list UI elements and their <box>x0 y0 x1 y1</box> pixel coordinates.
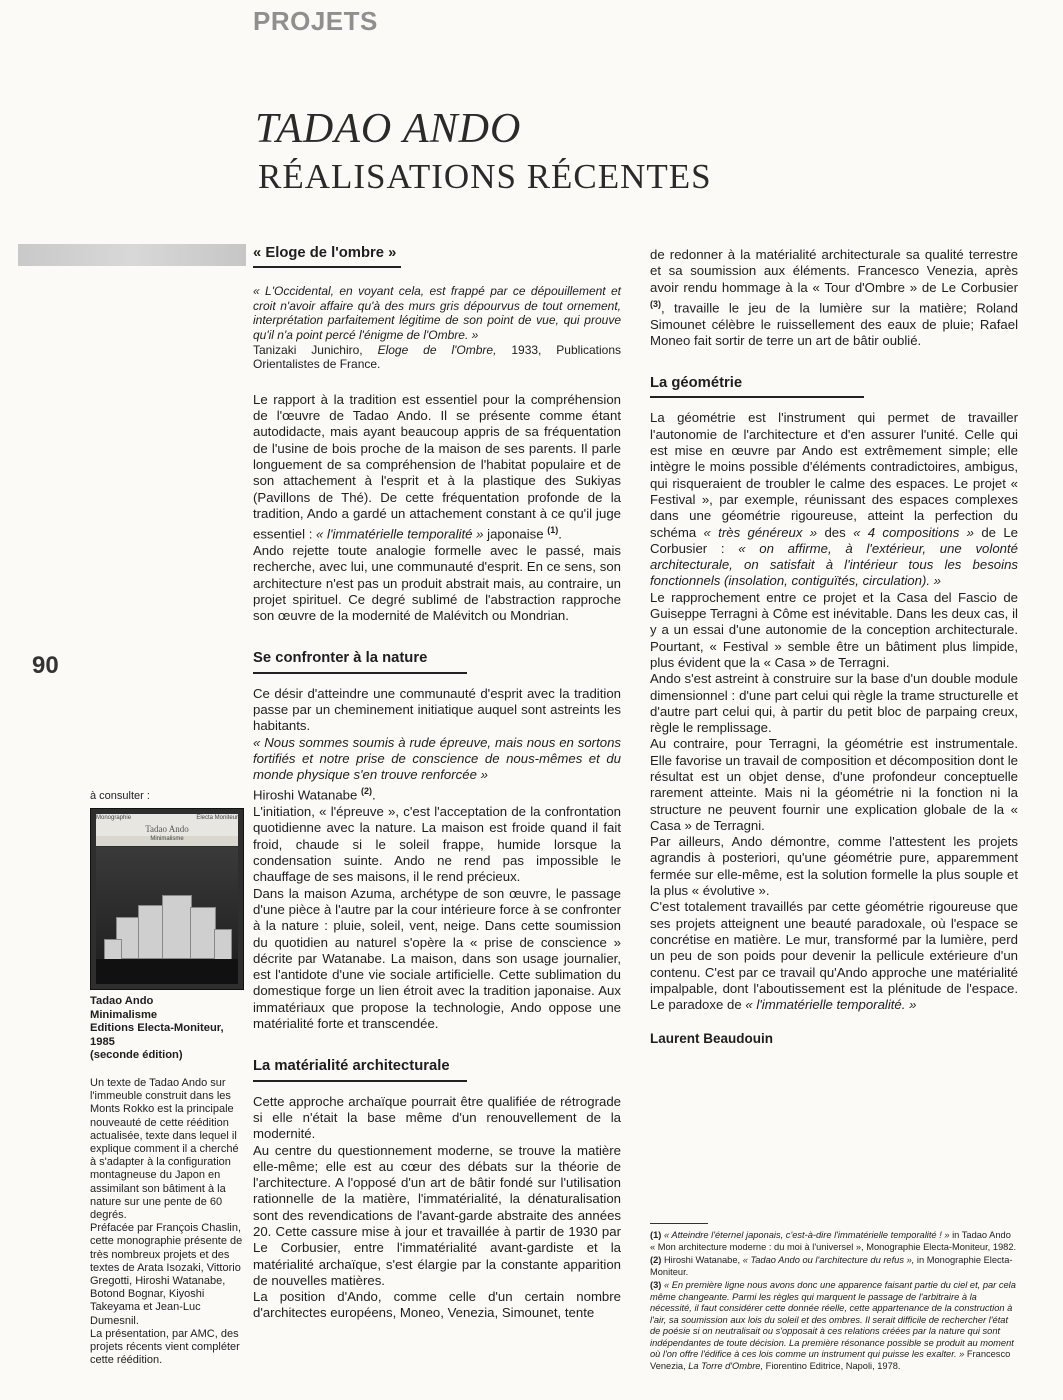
paragraph: Ando rejette toute analogie formelle avec le passé, mais recherche, avec lui, une communauté d'esprit. En ce sens, son architecture n'est pas un produit abstrait mais, au contraire, un projet spirituel. Ce degré sublimé de l'abstraction rapproche son œuvre de la modernité de Malévitch ou Mondrian. <box>253 542 621 624</box>
footnote-number: (2) <box>650 1255 662 1265</box>
book-cover-image <box>90 808 244 990</box>
heading-nature: Se confronter à la nature <box>253 650 467 673</box>
building-photo <box>96 847 238 984</box>
text: « l'immatérielle temporalité. » <box>745 997 917 1013</box>
text: in Tadao Ando « Mon architecture moderne : du moi à l'universel », Monographie Electa-Moniteur, 1982. <box>650 1230 1017 1252</box>
book-year: 1985 <box>90 1035 115 1048</box>
citation-author: Tanizaki Junichiro, <box>253 342 378 357</box>
book-description <box>90 1077 246 1367</box>
paragraph: Au centre du questionnement moderne, se trouve la matière elle-même; elle est au cœur des débats sur la théorie de l'architecture. A l'opposé d'un art de bâtir fondé sur l'utilisation rationnelle de la matière, l'immatérialité, la dénaturalisation sont des revendications de l'avant-garde abstraite des années 20. Cette cassure mise à jour et travaillée à partir de 1930 par Le Corbusier, entre l'immatérialité avant-gardiste et la matérialité archaïque, s'est élargie par la constante apparition de nouvelles matières. <box>253 1142 621 1288</box>
book-author: Tadao Ando <box>90 995 154 1007</box>
text: La Torre d'Ombre, <box>688 1360 766 1371</box>
text: C'est totalement travaillés par cette géométrie rigoureuse que ses projets atteignent une beauté paradoxale, où l'espace se concrétise en matière. Le mur, transformé par la lumière, perd un peu de son poids pour devenir la pellicule extérieure d'un contenu. C'est par ce travail qu'Ando approche une matérialité impalpable, dont l'aboutissement est la plénitude de l'espace. Le paradoxe de <box>650 899 1018 1013</box>
paragraph: La position d'Ando, comme celle d'un certain nombre d'architectes européens, Moneo, Venezia, Simounet, tente <box>253 1289 621 1321</box>
text: . <box>558 526 562 542</box>
footnote-number: (3) <box>650 1280 662 1290</box>
paragraph: Dans la maison Azuma, archétype de son œuvre, le passage d'une pièce à l'autre par la cour intérieure force à se confronter à la nature : pluie, soleil, vent, neige. Dans cette soumission du quotidien au naturel s'opère la « prise de conscience » décrite par Watanabe. La maison, dans son usage journalier, est l'antidote d'une vie sociale artificielle. Cette sublimation du domestique forge un lien étroit avec la tradition japonaise. Aux immatériaux que propose la technologie, Ando oppose une matérialité forte et transcendée. <box>253 885 621 1032</box>
footnote-ref: (1) <box>547 525 559 536</box>
book-publisher: Editions Electa-Moniteur, <box>90 1022 224 1035</box>
citation-work: Eloge de l'Ombre, <box>377 342 497 357</box>
section-label: PROJETS <box>253 6 378 36</box>
text: « l'immatérielle temporalité » <box>316 526 484 542</box>
book-desc-para: Un texte de Tadao Ando sur l'immeuble construit dans les Monts Rokko est la principale nouveauté de cette réédition actualisée, texte dans lequel il explique comment il a cherché à s'adapter à la configuration montagneuse du Japon en assimilant son bâtiment à la nature sur une pente de 60 degrés. <box>90 1077 239 1222</box>
text: . <box>372 787 376 803</box>
text: , travaille le jeu de la lumière sur la matière; Roland Simounet célèbre le ruissellement des eaux de pluie; Rafael Moneo fait sortir de terre un art de bâtir oublié. <box>650 300 1018 348</box>
paragraph: Cette approche archaïque pourrait être qualifiée de rétrograde si elle n'était la base même d'un renouvellement de la modernité. <box>253 1093 621 1142</box>
text: Fiorentino Editrice, Napoli, 1978. <box>765 1360 901 1371</box>
paragraph <box>650 899 1018 1013</box>
text: japonaise <box>483 526 548 542</box>
footnote-divider <box>650 1223 708 1224</box>
paragraph: Le rapprochement entre ce projet et la Casa del Fascio de Guiseppe Terragni à Côme est inévitable. Dans les deux cas, il y a un essai d'une autonomie de la conception architecturale. Pourtant, « Festival » semble être un bâtiment plus limpide, plus évident que la « Casa » de Terragni. <box>650 589 1018 670</box>
text: Hiroshi Watanabe, <box>661 1255 743 1265</box>
heading-geometrie: La géométrie <box>650 375 864 398</box>
text: « Tadao Ando ou l'architecture du refus », <box>742 1255 917 1265</box>
page-number: 90 <box>32 652 59 679</box>
text: « En première ligne nous avons donc une apparence faisant partie du ciel et, par cela même changeante. Parmi les règles qui marquent le passage de l'arbitraire à la nécessité, il faut considérer cette donnée réelle, cette appartenance de la construction à l'air, sa soumission aux lois du soleil et des ombres. Il serait difficile de rechercher l'état de poésie si on neutralisait ou s'opposait à ces relations créées par la nature qui sont indépendantes de toute décision. La première résonance possible se produit au moment où l'on offre l'édifice à ces lois comme un instrument qui puisse les exalter. » <box>650 1280 1016 1359</box>
quote-text: « Nous sommes soumis à rude épreuve, mais nous en sortons fortifiés et notre prise de conscience de nous-mêmes et du monde physique s'en trouve renforcée » <box>253 734 621 783</box>
paragraph <box>253 392 621 543</box>
book-desc-para: Préfacée par François Chaslin, cette monographie présente de très nombreux projets et des textes de Arata Isozaki, Vittorio Gregotti, Hiroshi Watanabe, Botond Bognar, Kiyoshi Takeyama et Jean-Luc Dumesnil. <box>90 1222 243 1327</box>
book-series-left: Monographie <box>96 815 132 821</box>
column-1 <box>253 245 621 1322</box>
epigraph-citation <box>253 343 621 372</box>
book-cover-sub: Minimalisme <box>96 836 238 846</box>
book-edition: (seconde édition) <box>90 1049 183 1062</box>
book-caption <box>90 995 246 1063</box>
paragraph: L'initiation, « l'épreuve », c'est l'acceptation de la confrontation quotidienne avec la nature. La maison est froide quand il fait froid, chaude si le soleil frappe, humide lorsque la condensation suinte. Ando ne rend pas impossible le chauffage de ses maisons, il le rend précieux. <box>253 804 621 885</box>
footnote-ref: (2) <box>361 786 372 797</box>
footnote-1 <box>650 1230 1018 1253</box>
text: de redonner à la matérialité architecturale sa qualité terrestre et sa soumission aux éléments. Francesco Venezia, après avoir rendu hommage à la « Tour d'Ombre » de Le Corbusier <box>650 247 1018 295</box>
book-desc-para: La présentation, par AMC, des projets récents vient compléter cette réédition. <box>90 1327 240 1367</box>
article-title: TADAO ANDO <box>255 106 522 152</box>
article-subtitle: RÉALISATIONS RÉCENTES <box>258 157 712 196</box>
text: « très généreux » <box>703 524 818 540</box>
text: « 4 compositions » <box>853 524 975 540</box>
paragraph: Par ailleurs, Ando démontre, comme l'attestent les projets agrandis à posteriori, qu'une géométrie pure, apparemment fermée sur elle-même, est la solution formelle la plus souple et la plus « évolutive ». <box>650 834 1018 899</box>
paragraph <box>253 735 621 805</box>
book-title: Minimalisme <box>90 1008 158 1021</box>
text: Francesco Venezia, <box>650 1349 1011 1371</box>
text: des <box>817 524 854 540</box>
quote-author: Hiroshi Watanabe <box>253 787 361 803</box>
text: La géométrie est l'instrument qui permet de travailler l'autonomie de l'architecture et d'en assurer l'unité. Celle qui est mise en œuvre par Ando est extrêmement simple; elle intègre le moins possible d'éléments contradictoires, ambigus, qui risqueraient de troubler le calme des espaces. Le projet « Festival », par exemple, réunissant des espaces complexes dans une géométrie rigoureuse, atteint la perfection du schéma <box>650 410 1018 540</box>
epigraph-quote: « L'Occidental, en voyant cela, est frappé par ce dépouillement et croit n'avoir affaire qu'à des murs gris dépourvus de tout ornement, interprétation parfaitement légitime de son point de vue, qui prouve qu'il n'a point percé l'énigme de l'Ombre. » <box>253 284 621 343</box>
heading-eloge: « Eloge de l'ombre » <box>253 245 401 268</box>
text: « on affirme, à l'extérieur, une volonté architecturale, on satisfait à l'intérieur tous les besoins fonctionnels (insolation, contiguïtés, circulation). » <box>650 540 1018 589</box>
text: Le rapport à la tradition est essentiel pour la compréhension de l'œuvre de Tadao Ando. Il se présente comme étant autodidacte, mais ayant beaucoup appris de sa fréquentation de l'usine de bois proche de la maison de ses parents. Il parle longuement de sa compréhension de l'habitat populaire et de son attachement à l'esprit et à la plastique des Sukiyas (Pavillons de Thé). De cette fréquentation profonde de la tradition, Ando a gardé un attachement constant à ce qu'il juge essentiel : <box>253 391 621 542</box>
footnote-3 <box>650 1280 1018 1372</box>
citation-publisher: 1933, Publications Orientalistes de France. <box>253 342 622 372</box>
decorative-bar <box>18 244 246 266</box>
footnote-ref: (3) <box>650 298 661 309</box>
book-series-right: Electa Moniteur <box>196 815 238 821</box>
author-signature: Laurent Beaudouin <box>650 1031 774 1047</box>
paragraph <box>650 247 1018 349</box>
paragraph: Ce désir d'atteindre une communauté d'esprit avec la tradition passe par un cheminement initiatique auquel sont astreints les habitants. <box>253 685 621 734</box>
column-2 <box>650 247 1018 1048</box>
paragraph: Ando s'est astreint à construire sur la base d'un double module dimensionnel : d'une part celui qui règle la trame structurelle et d'autre part celui qui, à partir du petit bloc de parpaing creux, règle le remplissage. <box>650 671 1018 736</box>
heading-materialite: La matérialité architecturale <box>253 1058 467 1081</box>
text: de Le Corbusier : <box>650 524 1019 556</box>
paragraph <box>650 410 1018 589</box>
footnote-2 <box>650 1255 1018 1278</box>
text: in Monographie Electa-Moniteur. <box>650 1255 1013 1277</box>
text: « Atteindre l'éternel japonais, c'est-à-dire l'immatérielle temporalité ! » <box>661 1230 953 1240</box>
footnote-number: (1) <box>650 1230 662 1240</box>
footnotes <box>650 1230 1018 1374</box>
consult-label: à consulter : <box>90 790 150 802</box>
paragraph: Au contraire, pour Terragni, la géométrie est instrumentale. Elle favorise un travail de composition et décomposition dont le résultat est un objet dense, d'une profondeur conceptuelle rarement atteinte. Mais ni la géométrie ni la fonction ni la structure ne peuvent fournir une explication globale de la « Casa » de Terragni. <box>650 736 1018 833</box>
book-cover-title: Tadao Ando <box>145 824 189 834</box>
